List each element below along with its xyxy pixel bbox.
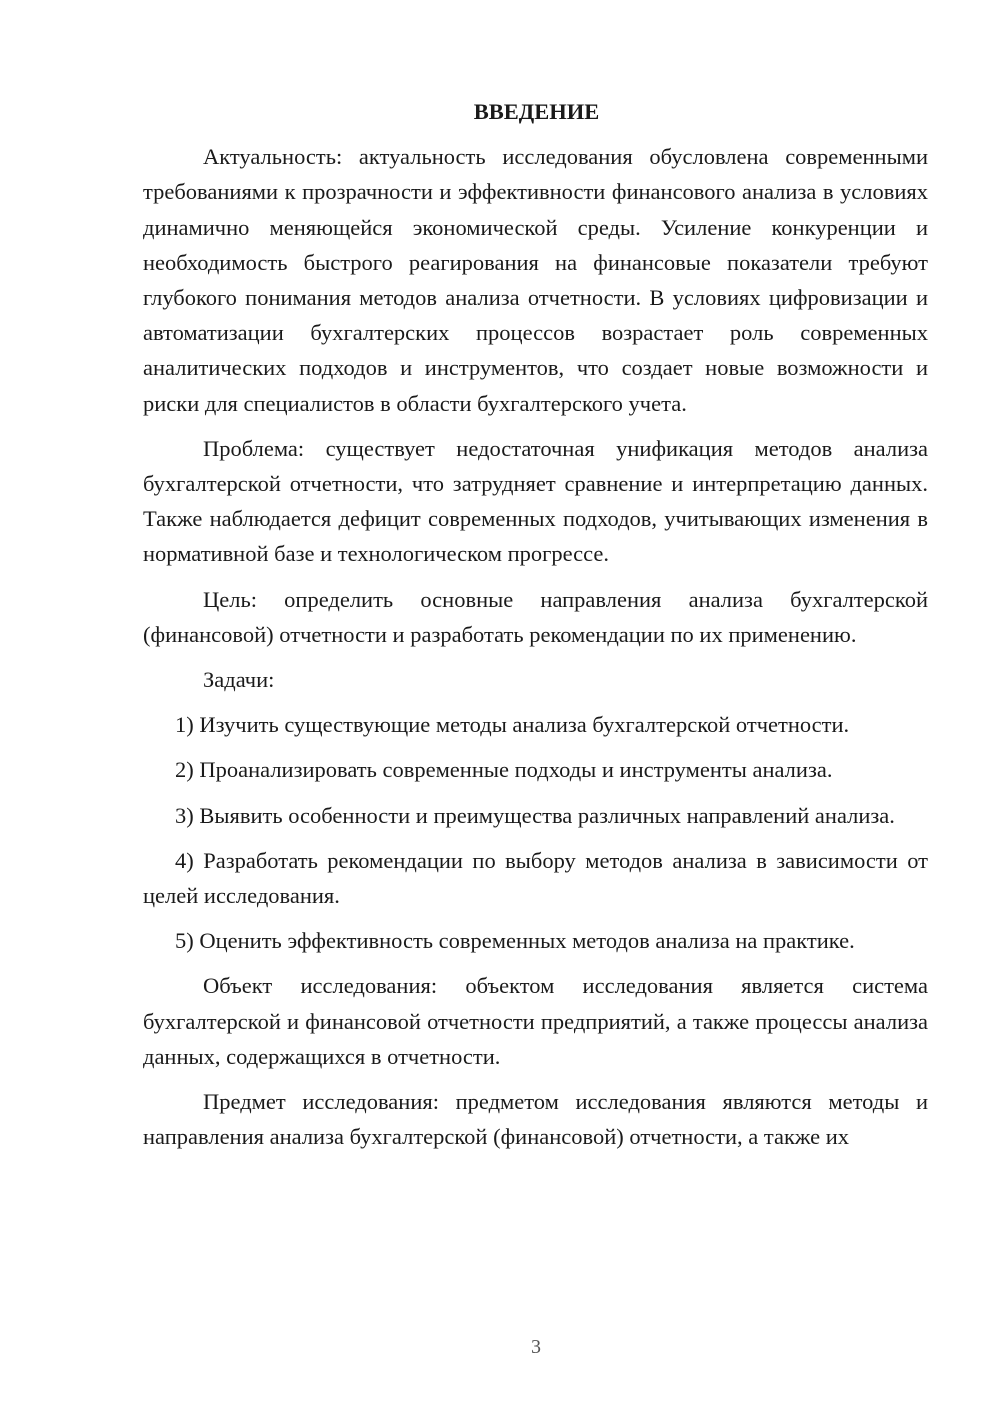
paragraph-goal: Цель: определить основные направления анализа бухгалтерской (финансовой) отчетности и разработать рекомендации по их применению. bbox=[143, 586, 928, 647]
page-content bbox=[143, 94, 928, 1154]
task-item: 4) Разработать рекомендации по выбору методов анализа в зависимости от целей исследования. bbox=[143, 847, 928, 909]
page-number: 3 bbox=[531, 1336, 541, 1358]
paragraph-relevance: Актуальность: актуальность исследования обусловлена современными требованиями к прозрачности и эффективности финансового анализа в условиях динамично меняющейся экономической среды. Усиление конкуренции и необходимость быстрого реагирования на финансовые показатели требуют глубокого понимания методов анализа отчетности. В условиях цифровизации и автоматизации бухгалтерских процессов возрастает роль современных аналитических подходов и инструментов, что создает новые возможности и риски для специалистов в области бухгалтерского учета. bbox=[143, 144, 928, 416]
paragraph-object: Объект исследования: объектом исследования является система бухгалтерской и финансовой отчетности предприятий, а также процессы анализа данных, содержащихся в отчетности. bbox=[143, 973, 928, 1069]
task-item: 1) Изучить существующие методы анализа бухгалтерской отчетности. bbox=[175, 712, 850, 738]
task-item: 5) Оценить эффективность современных методов анализа на практике. bbox=[175, 928, 855, 954]
tasks-heading: Задачи: bbox=[203, 667, 275, 693]
paragraph-subject: Предмет исследования: предметом исследования являются методы и направления анализа бухгалтерской (финансовой) отчетности, а также их bbox=[143, 1089, 928, 1150]
task-item: 2) Проанализировать современные подходы и инструменты анализа. bbox=[175, 757, 833, 783]
task-item: 3) Выявить особенности и преимущества различных направлений анализа. bbox=[175, 802, 895, 828]
section-title: ВВЕДЕНИЕ bbox=[473, 99, 600, 124]
paragraph-problem: Проблема: существует недостаточная унификация методов анализа бухгалтерской отчетности, что затрудняет сравнение и интерпретацию данных. Также наблюдается дефицит современных подходов, учитывающих изменения в нормативной базе и технологическом прогрессе. bbox=[143, 435, 928, 567]
